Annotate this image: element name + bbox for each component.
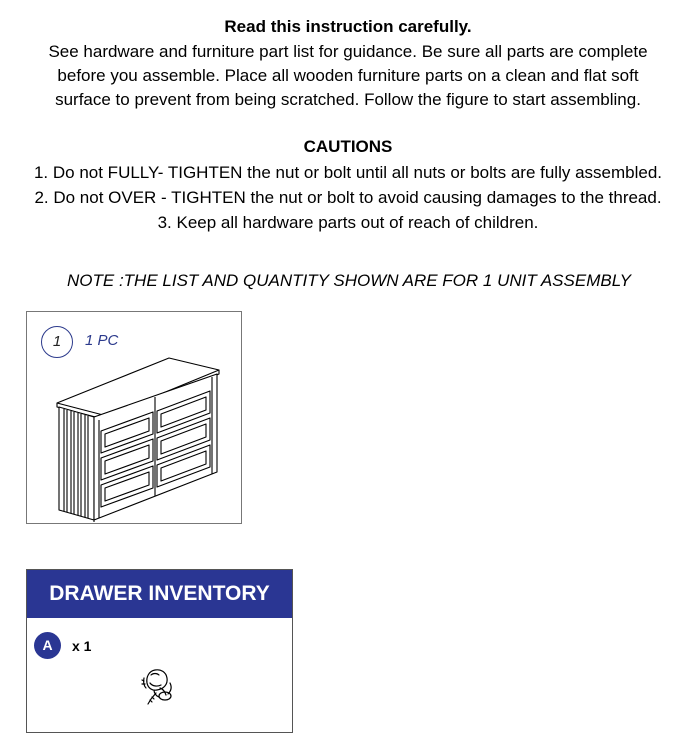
part-card	[26, 311, 242, 524]
drawer-inventory-card	[26, 569, 293, 733]
instruction-line: surface to prevent from being scratched. Follow the figure to start assembling.	[55, 90, 641, 109]
dresser-icon	[49, 350, 229, 522]
instruction-line: before you assemble. Place all wooden furniture parts on a clean and flat soft	[57, 66, 639, 85]
caution-item: 2. Do not OVER - TIGHTEN the nut or bolt to avoid causing damages to the thread.	[34, 188, 662, 207]
instructions-heading: Read this instruction carefully.	[224, 17, 472, 36]
part-quantity: 1 PC	[85, 332, 119, 349]
caution-item: 1. Do not FULLY- TIGHTEN the nut or bolt until all nuts or bolts are fully assembled.	[33, 163, 663, 182]
part-number: 1	[41, 326, 73, 358]
assembly-note: NOTE :THE LIST AND QUANTITY SHOWN ARE FOR 1 UNIT ASSEMBLY	[67, 271, 631, 290]
cautions-title: CAUTIONS	[303, 137, 393, 156]
hardware-label-badge: A	[34, 632, 61, 659]
caution-item: 3. Keep all hardware parts out of reach of children.	[157, 213, 539, 232]
drawer-knob-icon	[140, 666, 180, 708]
instruction-line: See hardware and furniture part list for guidance. Be sure all parts are complete	[48, 42, 648, 61]
hardware-quantity: x 1	[72, 638, 92, 654]
drawer-inventory-title: DRAWER INVENTORY	[27, 570, 292, 618]
